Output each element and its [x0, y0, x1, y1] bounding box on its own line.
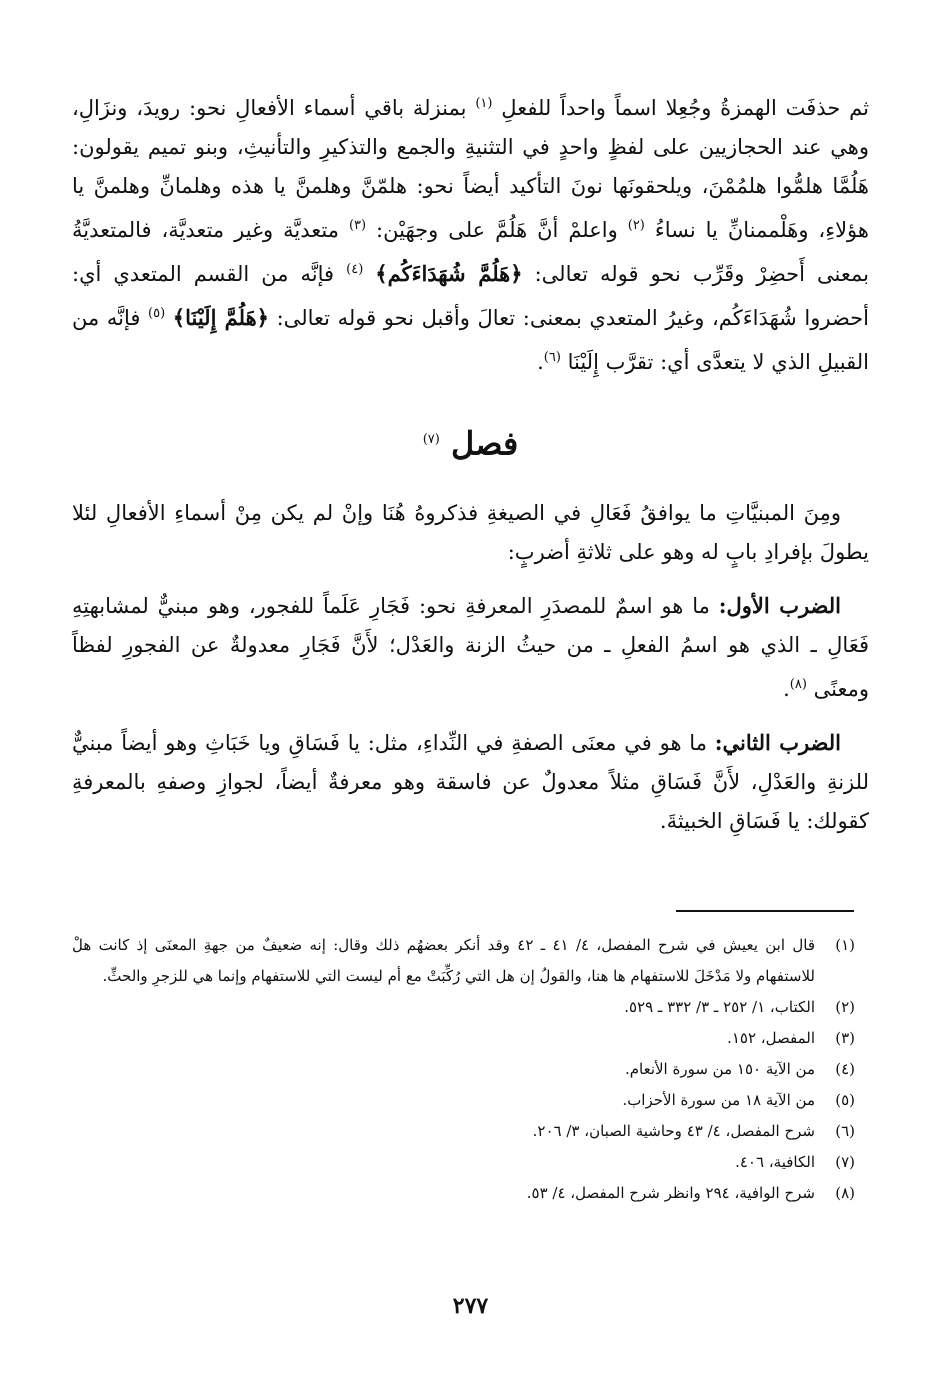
main-text — [72, 84, 869, 841]
footnote-ref: (٦) — [543, 350, 561, 365]
footnote-text: الكافية، ٤٠٦. — [735, 1153, 815, 1171]
footnote-ref: (٧) — [422, 432, 440, 447]
footnote-text: من الآية ١٥٠ من سورة الأنعام. — [624, 1060, 815, 1078]
footnote-5 — [72, 1085, 855, 1116]
paragraph-text: بمنزلة باقي أسماء الأفعالِ نحو: رويدَ، ونزَالِ، وهي عند الحجازيين على لفظٍ واحدٍ في التثنيةِ والجمع والتذكيرِ والتأنيثِ، وبنو تميم يقولون: هَلُمَّا هلمُّوا هلمُمْنَ، ويلحقونَها نونَ التأكيد أيضاً نحو: هلمّنَّ وهلمنَّ يا هذه وهلمانِّ وهلمنَّ يا هؤلاءِ، وهَلْممنانِّ يا نساءُ — [72, 96, 869, 242]
footnote-ref: (٤) — [346, 262, 364, 277]
footnote-number: (٧) — [835, 1153, 855, 1171]
paragraph-text: ما هو اسمٌ للمصدَرِ المعرفةِ نحو: فَجَارِ عَلَماً للفجور، وهو مبنيٌّ لمشابهتِهِ فَعَالِ ـ الذي هو اسمُ الفعلِ ـ من حيثُ الزنة والعَدْل؛ لأَنَّ فَجَارِ معدولةٌ عن الفجورِ لفظاً ومعنًى — [72, 593, 869, 701]
footnote-text: الكتاب، ١/ ٢٥٢ ـ ٣/ ٣٣٢ ـ ٥٢٩. — [624, 998, 815, 1016]
section-title: فصل — [451, 424, 519, 463]
footnote-number: (٢) — [835, 998, 855, 1016]
footnote-text: شرح الوافية، ٢٩٤ وانظر شرح المفصل، ٤/ ٥٣. — [526, 1184, 815, 1202]
footnote-ref: (٥) — [148, 306, 166, 321]
footnote-text: المفصل، ١٥٢. — [727, 1029, 815, 1047]
paragraph-text: ومِنَ المبنيَّاتِ ما يوافقُ فَعَالِ في الصيغةِ فذكروهُ هُنَا وإنْ لم يكن مِنْ أسماءِ الأفعالِ لئلا يطولَ بإفرادِ بابٍ له وهو على ثلاثةِ أضربٍ: — [72, 500, 869, 564]
footnote-number: (٨) — [835, 1184, 855, 1202]
section-heading — [72, 418, 869, 466]
paragraph-text: ما هو في معنَى الصفةِ في النِّداءِ، مثل: يا فَسَاقِ ويا خَبَاثِ وهو أيضاً مبنيٌّ للزنةِ والعَدْلِ، لأَنَّ فَسَاقِ مثلاً معدولٌ عن فاسقة وهو معرفةٌ أيضاً، لجوازِ وصفهِ بالمعرفةِ كقولك: يا فَسَاقِ الخبيثةَ. — [72, 730, 869, 833]
footnote-text: من الآية ١٨ من سورة الأحزاب. — [622, 1091, 815, 1109]
paragraph-text: فإنَّه من القسم المتعدي أي: أحضروا شُهَدَاءَكُم، وغيرُ المتعدي بمعنى: تعالَ وأقبل نحو قوله تعالى: — [72, 262, 869, 330]
footnote-3 — [72, 1023, 855, 1054]
quran-quote: ﴿هَلُمَّ شُهَدَاءَكُم﴾ — [375, 261, 523, 286]
footnote-ref: (٨) — [789, 676, 807, 692]
paragraph-label: الضرب الأول: — [718, 592, 842, 618]
footnote-ref: (٣) — [348, 218, 367, 233]
footnote-separator — [676, 910, 854, 912]
footnote-4 — [72, 1054, 855, 1085]
quran-quote: ﴿هَلُمَّ إِلَيْنَا﴾ — [172, 305, 269, 330]
paragraph-text: واعلمْ أنَّ هَلُمَّ على وجهَيْن: — [376, 218, 618, 242]
footnote-number: (٦) — [835, 1122, 855, 1140]
page-number: ٢٧٧ — [452, 1293, 489, 1319]
footnote-2 — [72, 992, 855, 1023]
footnote-7 — [72, 1147, 855, 1178]
paragraph-4 — [72, 723, 869, 841]
footnote-ref: (٢) — [627, 218, 645, 233]
footnote-number: (٥) — [835, 1091, 855, 1109]
paragraph-2 — [72, 494, 869, 572]
footnote-text: قال ابن يعيش في شرح المفصل، ٤/ ٤١ ـ ٤٢ وقد أنكر بعضهُم ذلك وقال: إنه ضعيفٌ من جهةِ المعنَى إذ كانت هلْ للاستفهام ولا مَدْخَلَ للاستفهام ها هنا، والقولُ إن هل التي رُكِّبَتْ مع أم ليست التي للاستفهام وإنما هي للزجرِ والحثِّ. — [72, 936, 815, 985]
paragraph-text: . — [537, 350, 544, 374]
footnote-ref: (١) — [475, 96, 493, 111]
paragraph-3 — [72, 586, 869, 709]
footnote-1 — [72, 930, 855, 992]
footnote-number: (٣) — [835, 1029, 855, 1047]
paragraph-text: ثم حذفَت الهمزةُ وجُعِلا اسماً واحداً للفعلِ — [501, 96, 869, 120]
paragraph-text: . — [783, 676, 790, 701]
paragraph-1 — [72, 84, 869, 382]
paragraph-label: الضرب الثاني: — [714, 729, 842, 755]
paragraph-text: متعديَّة وغير متعديَّة، فالمتعديَّةُ بمعنى أَحضِرْ وقَرِّب نحو قوله تعالى: — [72, 218, 869, 286]
footnote-6 — [72, 1116, 855, 1147]
paragraph-text: فإنَّه من القبيلِ الذي لا يتعدَّى أي: تقرَّب إِلَيْنَا — [72, 306, 869, 374]
footnote-text: شرح المفصل، ٤/ ٤٣ وحاشية الصبان، ٣/ ٢٠٦. — [532, 1122, 815, 1140]
footnote-8 — [72, 1178, 855, 1209]
footnote-number: (١) — [835, 936, 855, 954]
footnotes — [72, 930, 855, 1209]
footnote-number: (٤) — [835, 1060, 855, 1078]
